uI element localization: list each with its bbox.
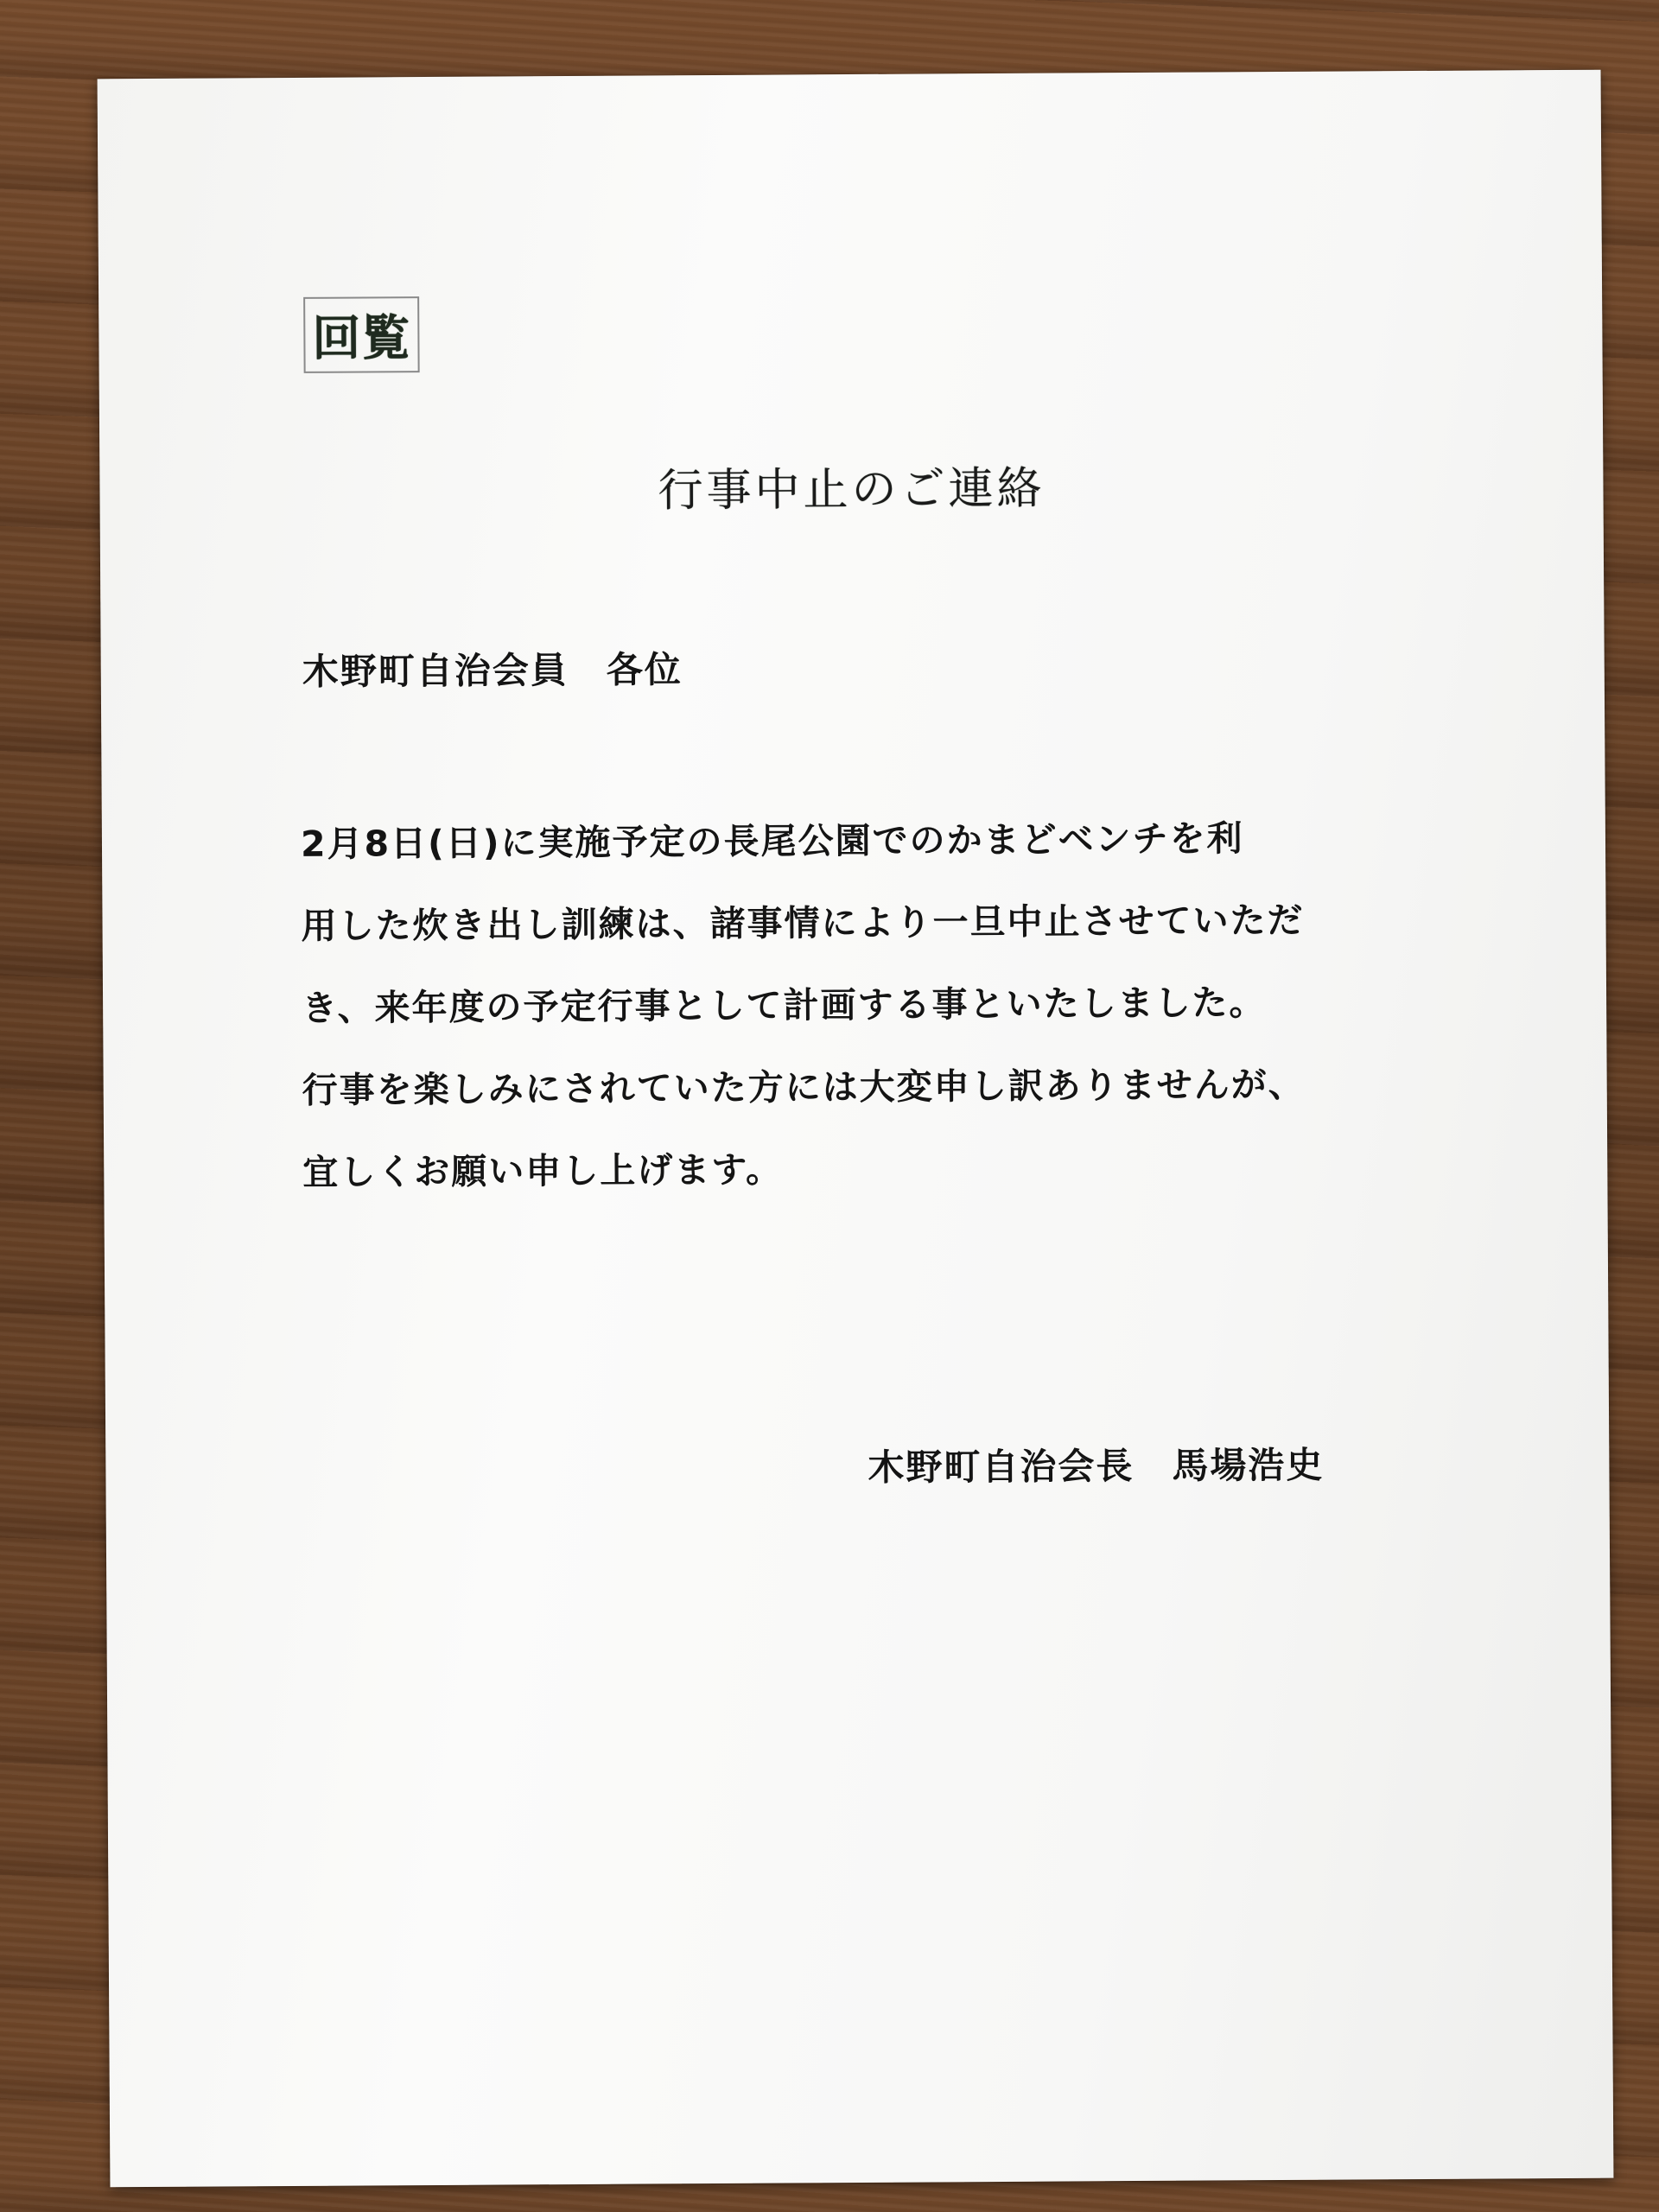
- signature-line: 木野町自治会長 馬場浩史: [868, 1443, 1325, 1489]
- document-title: 行事中止のご連絡: [658, 462, 1046, 518]
- body-line-2: 用した炊き出し訓練は、諸事情により一旦中止させていただ: [301, 899, 1305, 947]
- body-line-5: 宜しくお願い申し上げます。: [302, 1148, 784, 1193]
- circulation-stamp: 回覧: [303, 296, 420, 373]
- addressee-line: 木野町自治会員 各位: [302, 648, 683, 693]
- body-line-4: 行事を楽しみにされていた方には大変申し訳ありませんが、: [302, 1063, 1306, 1111]
- body-line-3: き、来年度の予定行事として計画する事といたしました。: [301, 982, 1267, 1029]
- notice-paper: [98, 70, 1614, 2188]
- body-paragraph: [301, 797, 1427, 1214]
- body-line-1: 2月8日(日)に実施予定の長尾公園でのかまどベンチを利: [300, 817, 1244, 865]
